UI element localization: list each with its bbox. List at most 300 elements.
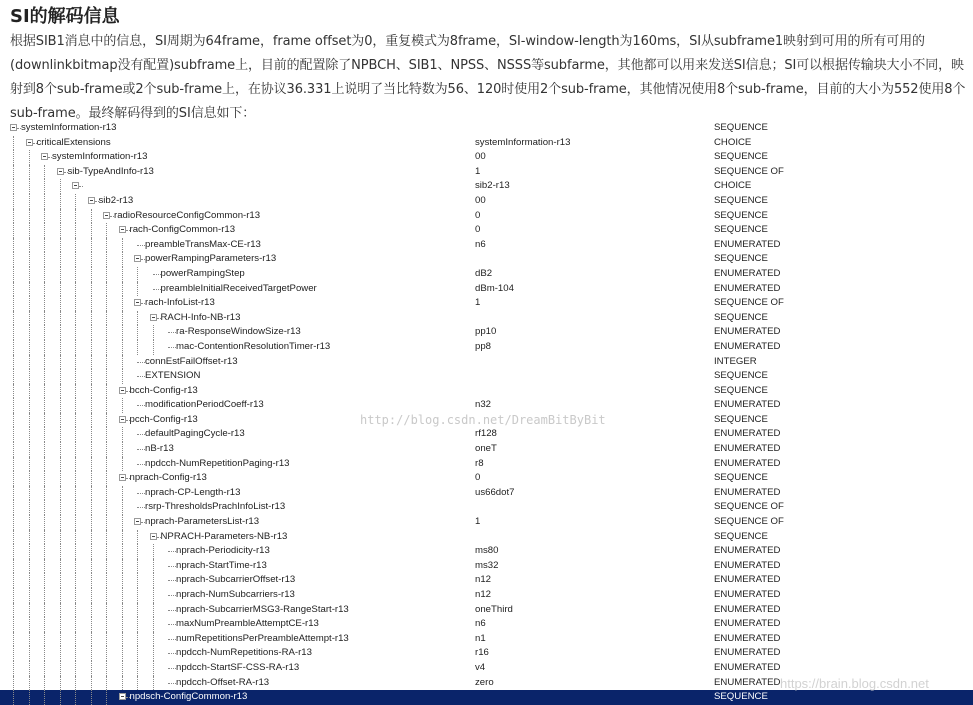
tree-guide-line — [44, 500, 45, 515]
tree-guide-line — [91, 355, 92, 370]
tree-guide-line — [137, 559, 138, 574]
tree-guide-line — [60, 573, 61, 588]
field-name: nprach-Config-r13 — [129, 472, 207, 484]
tree-connector — [137, 449, 145, 450]
tree-guide-line — [75, 603, 76, 618]
tree-connector — [168, 683, 176, 684]
tree-guide-line — [106, 252, 107, 267]
tree-guide-line — [75, 690, 76, 705]
tree-row[interactable] — [0, 486, 973, 501]
tree-guide-line — [137, 340, 138, 355]
tree-guide-line — [75, 398, 76, 413]
tree-row[interactable] — [0, 588, 973, 603]
tree-guide-line — [13, 209, 14, 224]
tree-guide-line — [75, 530, 76, 545]
description-paragraph: 根据SIB1消息中的信息，SI周期为64frame，frame offset为0，重复模式为8frame，SI-window-length为160ms，SI从subframe1映射到可用的所有可用的(downlinkbitmap没有配置)subframe上，目前的配置除了NPBCH、SIB1、NPSS、NSSS等subfarme，其他都可以用来发送SI信息；SI可以根据传输块大小不同，映射到8个sub-frame或2个sub-frame上，在协议36.331上说明了当比特数为56、120时使用2个sub-frame，其他情况使用8个sub-frame，目前的大小为552使用8个sub-frame。最终解码得到的SI信息如下： — [10, 34, 966, 121]
tree-guide-line — [106, 500, 107, 515]
collapse-toggle-icon[interactable] — [150, 533, 157, 540]
tree-guide-line — [91, 427, 92, 442]
tree-connector — [137, 376, 145, 377]
field-value: dB2 — [475, 267, 493, 279]
tree-row[interactable] — [0, 632, 973, 647]
tree-row[interactable] — [0, 530, 973, 545]
tree-guide-line — [44, 632, 45, 647]
tree-row[interactable] — [0, 500, 973, 515]
tree-guide-line — [29, 632, 30, 647]
tree-row[interactable] — [0, 165, 973, 180]
tree-guide-line — [13, 238, 14, 253]
field-name: systemInformation-r13 — [21, 122, 117, 133]
tree-guide-line — [44, 311, 45, 326]
tree-guide-line — [91, 690, 92, 705]
tree-guide-line — [13, 398, 14, 413]
tree-connector — [137, 362, 145, 363]
tree-guide-line — [153, 646, 154, 661]
field-value: rf128 — [475, 428, 497, 440]
tree-row[interactable] — [0, 559, 973, 574]
tree-guide-line — [60, 632, 61, 647]
collapse-toggle-icon[interactable] — [26, 139, 33, 146]
tree-guide-line — [13, 617, 14, 632]
tree-connector — [168, 624, 176, 625]
tree-guide-line — [137, 676, 138, 691]
tree-guide-line — [137, 661, 138, 676]
tree-guide-line — [13, 194, 14, 209]
tree-guide-line — [44, 530, 45, 545]
collapse-toggle-icon[interactable] — [57, 168, 64, 175]
tree-row[interactable] — [0, 194, 973, 209]
tree-guide-line — [91, 471, 92, 486]
field-type: ENUMERATED — [714, 267, 781, 279]
tree-row[interactable] — [0, 136, 973, 151]
tree-row[interactable] — [0, 384, 973, 399]
tree-guide-line — [29, 676, 30, 691]
field-name: modificationPeriodCoeff-r13 — [145, 399, 264, 411]
field-name: rach-ConfigCommon-r13 — [129, 224, 236, 236]
tree-guide-line — [29, 165, 30, 180]
tree-guide-line — [137, 617, 138, 632]
field-type: SEQUENCE — [714, 122, 768, 133]
tree-guide-line — [13, 311, 14, 326]
field-type: ENUMERATED — [714, 238, 781, 250]
tree-guide-line — [13, 369, 14, 384]
field-name: npdcch-NumRepetitionPaging-r13 — [145, 457, 290, 469]
tree-guide-line — [29, 150, 30, 165]
tree-guide-line — [91, 267, 92, 282]
tree-guide-line — [106, 690, 107, 705]
field-value: ms32 — [475, 559, 499, 571]
tree-guide-line — [75, 384, 76, 399]
field-type: CHOICE — [714, 136, 752, 148]
field-value: pp10 — [475, 326, 497, 338]
field-value: dBm-104 — [475, 282, 514, 294]
tree-guide-line — [13, 500, 14, 515]
tree-guide-line — [29, 486, 30, 501]
tree-guide-line — [44, 573, 45, 588]
tree-guide-line — [29, 500, 30, 515]
tree-guide-line — [44, 427, 45, 442]
tree-row[interactable] — [0, 150, 973, 165]
tree-guide-line — [122, 442, 123, 457]
tree-row[interactable] — [0, 398, 973, 413]
tree-row[interactable] — [0, 515, 973, 530]
tree-guide-line — [122, 588, 123, 603]
field-value: 0 — [475, 209, 481, 221]
tree-guide-line — [106, 457, 107, 472]
tree-guide-line — [75, 486, 76, 501]
tree-guide-line — [60, 486, 61, 501]
tree-guide-line — [29, 209, 30, 224]
collapse-toggle-icon[interactable] — [119, 387, 126, 394]
tree-guide-line — [153, 325, 154, 340]
tree-guide-line — [122, 530, 123, 545]
tree-row[interactable] — [0, 238, 973, 253]
tree-guide-line — [75, 340, 76, 355]
field-type: SEQUENCE — [714, 413, 768, 425]
tree-guide-line — [60, 355, 61, 370]
tree-guide-line — [137, 573, 138, 588]
tree-guide-line — [106, 544, 107, 559]
tree-guide-line — [75, 194, 76, 209]
tree-guide-line — [75, 588, 76, 603]
tree-guide-line — [60, 676, 61, 691]
field-value: oneT — [475, 443, 497, 455]
tree-row[interactable] — [0, 427, 973, 442]
field-type: ENUMERATED — [714, 603, 781, 615]
tree-guide-line — [13, 573, 14, 588]
tree-guide-line — [44, 340, 45, 355]
tree-guide-line — [75, 617, 76, 632]
tree-guide-line — [153, 588, 154, 603]
tree-guide-line — [44, 325, 45, 340]
tree-row[interactable] — [0, 355, 973, 370]
tree-guide-line — [137, 632, 138, 647]
tree-guide-line — [13, 282, 14, 297]
tree-row[interactable] — [0, 325, 973, 340]
tree-guide-line — [29, 252, 30, 267]
tree-guide-line — [91, 573, 92, 588]
tree-guide-line — [60, 617, 61, 632]
field-value: 0 — [475, 224, 481, 236]
tree-guide-line — [91, 661, 92, 676]
tree-guide-line — [91, 544, 92, 559]
tree-guide-line — [91, 486, 92, 501]
tree-guide-line — [60, 325, 61, 340]
tree-guide-line — [75, 500, 76, 515]
tree-guide-line — [29, 442, 30, 457]
tree-guide-line — [29, 296, 30, 311]
tree-guide-line — [29, 179, 30, 194]
tree-guide-line — [75, 369, 76, 384]
tree-guide-line — [60, 340, 61, 355]
tree-guide-line — [75, 559, 76, 574]
tree-guide-line — [122, 369, 123, 384]
field-name: nprach-Periodicity-r13 — [176, 545, 270, 557]
collapse-toggle-icon[interactable] — [119, 693, 126, 700]
tree-row[interactable] — [0, 573, 973, 588]
field-name: pcch-Config-r13 — [129, 413, 198, 425]
tree-guide-line — [29, 646, 30, 661]
tree-guide-line — [75, 252, 76, 267]
tree-guide-line — [122, 238, 123, 253]
tree-row[interactable] — [0, 282, 973, 297]
tree-connector — [137, 245, 145, 246]
field-type: SEQUENCE — [714, 253, 768, 265]
field-name: defaultPagingCycle-r13 — [145, 428, 245, 440]
tree-guide-line — [29, 325, 30, 340]
tree-guide-line — [122, 500, 123, 515]
tree-guide-line — [106, 603, 107, 618]
tree-connector — [79, 186, 83, 187]
tree-guide-line — [60, 398, 61, 413]
tree-guide-line — [106, 369, 107, 384]
tree-guide-line — [29, 427, 30, 442]
tree-guide-line — [106, 238, 107, 253]
tree-row[interactable] — [0, 209, 973, 224]
field-name: NPRACH-Parameters-NB-r13 — [160, 530, 288, 542]
tree-guide-line — [44, 369, 45, 384]
field-value: 1 — [475, 516, 481, 528]
field-value: us66dot7 — [475, 486, 515, 498]
collapse-toggle-icon[interactable] — [72, 182, 79, 189]
tree-guide-line — [29, 471, 30, 486]
collapse-toggle-icon[interactable] — [41, 153, 48, 160]
tree-guide-line — [13, 427, 14, 442]
field-value: r8 — [475, 457, 484, 469]
tree-guide-line — [44, 398, 45, 413]
tree-row[interactable] — [0, 544, 973, 559]
tree-guide-line — [75, 515, 76, 530]
tree-guide-line — [29, 355, 30, 370]
collapse-toggle-icon[interactable] — [119, 416, 126, 423]
field-name: nprach-NumSubcarriers-r13 — [176, 589, 295, 600]
tree-guide-line — [13, 544, 14, 559]
tree-guide-line — [44, 384, 45, 399]
field-type: SEQUENCE OF — [714, 297, 784, 309]
collapse-toggle-icon[interactable] — [10, 124, 17, 131]
tree-guide-line — [91, 530, 92, 545]
collapse-toggle-icon[interactable] — [88, 197, 95, 204]
tree-guide-line — [75, 223, 76, 238]
tree-connector — [153, 274, 161, 275]
tree-guide-line — [75, 355, 76, 370]
tree-guide-line — [13, 603, 14, 618]
tree-guide-line — [106, 355, 107, 370]
tree-row[interactable] — [0, 690, 973, 705]
tree-guide-line — [60, 209, 61, 224]
tree-guide-line — [44, 238, 45, 253]
tree-guide-line — [60, 252, 61, 267]
tree-guide-line — [44, 603, 45, 618]
field-type: ENUMERATED — [714, 559, 781, 571]
tree-guide-line — [13, 530, 14, 545]
tree-guide-line — [122, 311, 123, 326]
field-value: n12 — [475, 589, 492, 600]
collapse-toggle-icon[interactable] — [119, 474, 126, 481]
tree-guide-line — [13, 471, 14, 486]
tree-guide-line — [60, 194, 61, 209]
field-name: sib-TypeAndInfo-r13 — [67, 165, 154, 177]
tree-guide-line — [106, 646, 107, 661]
tree-guide-line — [153, 603, 154, 618]
tree-guide-line — [13, 486, 14, 501]
tree-guide-line — [44, 646, 45, 661]
collapse-toggle-icon[interactable] — [119, 226, 126, 233]
tree-guide-line — [106, 530, 107, 545]
field-type: SEQUENCE — [714, 472, 768, 484]
tree-guide-line — [13, 413, 14, 428]
watermark-csdn: http://blog.csdn.net/DreamBitByBit — [360, 413, 606, 427]
tree-guide-line — [13, 559, 14, 574]
field-type: ENUMERATED — [714, 618, 781, 630]
tree-guide-line — [122, 676, 123, 691]
field-type: SEQUENCE — [714, 194, 768, 206]
tree-guide-line — [153, 559, 154, 574]
tree-row[interactable] — [0, 296, 973, 311]
tree-guide-line — [91, 603, 92, 618]
tree-row[interactable] — [0, 223, 973, 238]
tree-guide-line — [106, 267, 107, 282]
tree-guide-line — [106, 515, 107, 530]
tree-guide-line — [137, 646, 138, 661]
tree-row[interactable] — [0, 340, 973, 355]
field-value: systemInformation-r13 — [475, 136, 571, 148]
tree-connector — [137, 405, 145, 406]
tree-guide-line — [106, 573, 107, 588]
tree-guide-line — [106, 661, 107, 676]
field-type: ENUMERATED — [714, 326, 781, 338]
tree-row[interactable] — [0, 603, 973, 618]
field-name: numRepetitionsPerPreambleAttempt-r13 — [176, 632, 349, 644]
tree-guide-line — [44, 442, 45, 457]
tree-guide-line — [91, 296, 92, 311]
tree-guide-line — [106, 427, 107, 442]
tree-guide-line — [13, 325, 14, 340]
tree-guide-line — [44, 179, 45, 194]
tree-guide-line — [60, 588, 61, 603]
tree-guide-line — [91, 515, 92, 530]
field-value: n6 — [475, 618, 486, 630]
tree-guide-line — [91, 238, 92, 253]
tree-guide-line — [60, 223, 61, 238]
tree-guide-line — [106, 471, 107, 486]
tree-guide-line — [75, 573, 76, 588]
collapse-toggle-icon[interactable] — [103, 212, 110, 219]
tree-guide-line — [75, 209, 76, 224]
tree-guide-line — [60, 500, 61, 515]
tree-guide-line — [29, 515, 30, 530]
tree-guide-line — [137, 603, 138, 618]
tree-guide-line — [106, 384, 107, 399]
collapse-toggle-icon[interactable] — [134, 255, 141, 262]
watermark-brain: https://brain.blog.csdn.net — [780, 676, 929, 691]
tree-guide-line — [91, 223, 92, 238]
field-name: criticalExtensions — [36, 136, 111, 148]
field-type: ENUMERATED — [714, 574, 781, 586]
tree-guide-line — [75, 646, 76, 661]
tree-row[interactable] — [0, 646, 973, 661]
tree-connector — [168, 580, 176, 581]
tree-row[interactable] — [0, 252, 973, 267]
field-value: pp8 — [475, 340, 492, 352]
tree-guide-line — [75, 544, 76, 559]
tree-guide-line — [75, 457, 76, 472]
field-value: sib2-r13 — [475, 180, 510, 192]
tree-guide-line — [153, 661, 154, 676]
collapse-toggle-icon[interactable] — [134, 518, 141, 525]
tree-guide-line — [44, 457, 45, 472]
tree-guide-line — [29, 311, 30, 326]
tree-guide-line — [44, 413, 45, 428]
field-name: preambleInitialReceivedTargetPower — [160, 282, 317, 294]
tree-guide-line — [122, 398, 123, 413]
tree-guide-line — [122, 617, 123, 632]
tree-row[interactable] — [0, 617, 973, 632]
tree-guide-line — [91, 340, 92, 355]
tree-guide-line — [75, 311, 76, 326]
tree-guide-line — [106, 398, 107, 413]
tree-guide-line — [29, 398, 30, 413]
tree-row[interactable] — [0, 442, 973, 457]
tree-guide-line — [29, 340, 30, 355]
tree-guide-line — [44, 676, 45, 691]
tree-connector — [168, 332, 176, 333]
field-type: SEQUENCE OF — [714, 516, 784, 528]
tree-connector — [168, 653, 176, 654]
tree-row[interactable] — [0, 661, 973, 676]
field-name: preambleTransMax-CE-r13 — [145, 238, 261, 250]
tree-guide-line — [60, 267, 61, 282]
tree-guide-line — [122, 632, 123, 647]
collapse-toggle-icon[interactable] — [150, 314, 157, 321]
field-name: mac-ContentionResolutionTimer-r13 — [176, 340, 331, 352]
tree-guide-line — [44, 559, 45, 574]
tree-guide-line — [75, 296, 76, 311]
tree-guide-line — [91, 646, 92, 661]
field-value: v4 — [475, 661, 486, 673]
tree-guide-line — [75, 282, 76, 297]
tree-row[interactable] — [0, 267, 973, 282]
tree-guide-line — [122, 544, 123, 559]
field-value: oneThird — [475, 603, 513, 615]
tree-row[interactable] — [0, 121, 973, 136]
page-title: SI的解码信息 — [10, 6, 120, 27]
tree-row[interactable] — [0, 369, 973, 384]
field-type: ENUMERATED — [714, 545, 781, 557]
tree-connector — [168, 610, 176, 611]
tree-guide-line — [137, 325, 138, 340]
tree-guide-line — [106, 442, 107, 457]
collapse-toggle-icon[interactable] — [134, 299, 141, 306]
tree-guide-line — [91, 325, 92, 340]
field-type: ENUMERATED — [714, 589, 781, 600]
tree-guide-line — [60, 311, 61, 326]
field-type: SEQUENCE — [714, 151, 768, 163]
tree-guide-line — [60, 646, 61, 661]
tree-row[interactable] — [0, 179, 973, 194]
tree-guide-line — [29, 544, 30, 559]
tree-guide-line — [13, 179, 14, 194]
tree-row[interactable] — [0, 457, 973, 472]
tree-row[interactable] — [0, 471, 973, 486]
tree-guide-line — [75, 661, 76, 676]
tree-guide-line — [122, 486, 123, 501]
tree-guide-line — [106, 617, 107, 632]
tree-guide-line — [75, 413, 76, 428]
tree-guide-line — [91, 311, 92, 326]
tree-row[interactable] — [0, 311, 973, 326]
field-name: npdcch-StartSF-CSS-RA-r13 — [176, 661, 300, 673]
